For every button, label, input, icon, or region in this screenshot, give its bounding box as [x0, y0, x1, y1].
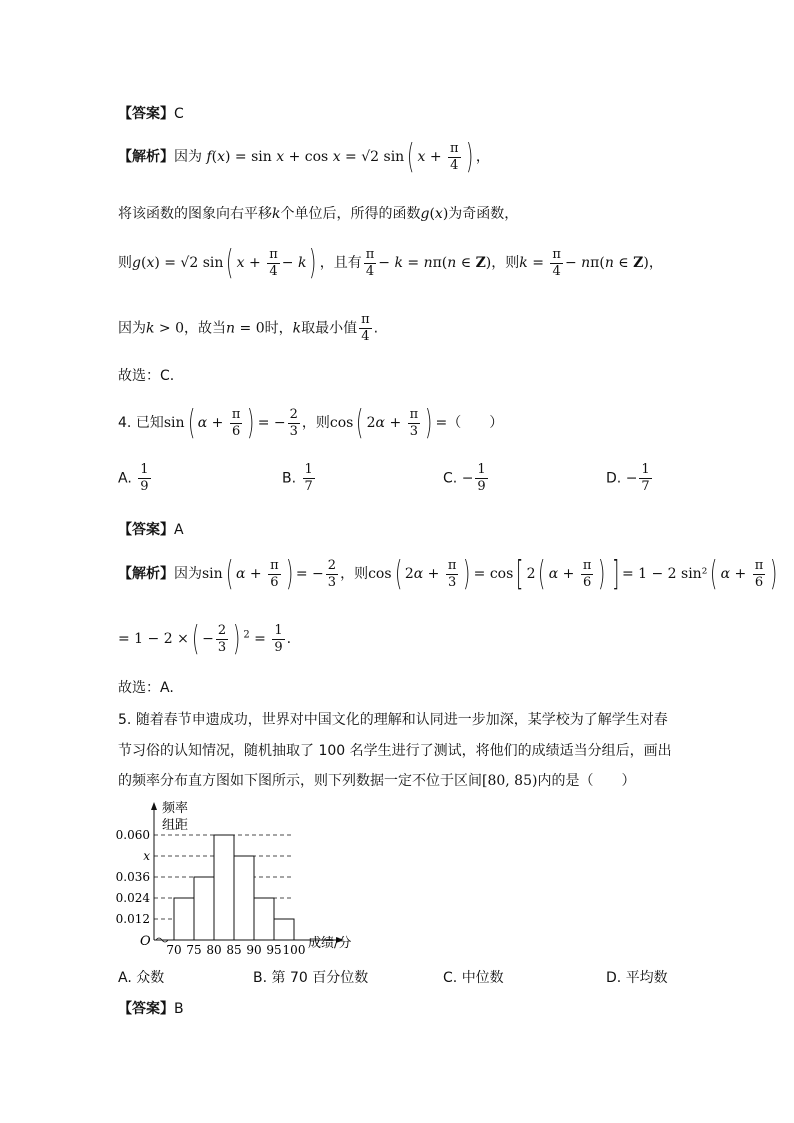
analysis-text: 则	[118, 255, 132, 271]
histogram-bar	[254, 898, 274, 940]
y-label-top: 频率	[162, 801, 189, 816]
option-letter: A.	[118, 970, 132, 986]
option-a[interactable]	[118, 967, 164, 987]
answer-value: A	[174, 522, 184, 538]
option-b[interactable]	[282, 462, 317, 495]
analysis-text: 将该函数的图象向右平移	[118, 206, 272, 222]
answer-value: B	[174, 1001, 184, 1017]
answer-value: C	[174, 106, 184, 122]
x-tick-label: 75	[186, 943, 202, 955]
option-sign: −	[625, 470, 638, 487]
option-letter: C.	[443, 970, 458, 986]
answer-label: 【答案】	[118, 522, 174, 538]
y-tick-label: 0.060	[115, 828, 150, 842]
option-c[interactable]	[443, 967, 504, 987]
histogram-bar	[174, 898, 194, 940]
question-5-line3	[118, 770, 635, 790]
analysis-line: 则g(x) = √2 sin( x + $\frac{\pi}{4}$ − k) ，且有 $\frac{\pi}{4}$ − k = nπ(n ∈ Z)，则k = $\frac{\pi}{4}$ − nπ(n ∈ Z)，	[118, 243, 663, 283]
analysis-text: 为奇函数，	[448, 206, 519, 222]
answer-label: 【答案】	[118, 1001, 174, 1017]
analysis-line: = 1 − 2 ×( − $\frac{2}{3}$ ) $^2$ = $\frac{1}{9}$ .	[118, 619, 292, 659]
histogram-bar	[274, 919, 294, 940]
analysis-text: 因为	[174, 566, 202, 582]
histogram-bar	[214, 835, 234, 940]
question-5-line2: 节习俗的认知情况，随机抽取了 100 名学生进行了测试，将他们的成绩适当分组后，画出	[118, 743, 672, 759]
question-text: =（ ）	[435, 415, 504, 431]
formula: f	[206, 149, 212, 165]
analysis-line: 【解析】因为sin( α + $\frac{\pi}{6}$ ) = − $\frac{2}{3}$ ，则cos( 2α + $\frac{\pi}{3}$ ) = cos[ 2( α + $\frac{\pi}{6}$ ) ] = 1 − 2 sin²( α + $\frac{\pi}{6}$ )	[118, 554, 778, 594]
option-num: 1	[140, 462, 149, 477]
option-text: 中位数	[461, 970, 504, 986]
x-tick-label: 95	[266, 943, 282, 955]
option-b[interactable]	[253, 967, 368, 987]
x-tick-label: 85	[226, 943, 242, 955]
question-text: ，则	[301, 415, 330, 431]
analysis-line: 将该函数的图象向右平移k个单位后，所得的函数g(x)为奇函数，	[118, 206, 519, 222]
y-tick-label: 0.012	[115, 912, 150, 926]
option-num: 1	[477, 462, 486, 477]
option-letter: C.	[443, 470, 458, 487]
analysis-line: 【解析】因为 f(x) = sin x + cos x = √2 sin( x + $\frac{\pi}{4}$ ) ，	[118, 137, 490, 177]
analysis-text: 因为	[118, 320, 146, 337]
analysis-text: ，则	[491, 255, 520, 271]
analysis-text: ，故当	[184, 320, 227, 337]
histogram-bar	[194, 877, 214, 940]
analysis-text: ，则	[340, 566, 369, 582]
frequency-histogram	[112, 800, 372, 955]
origin-label: O	[140, 934, 151, 949]
option-letter: A.	[118, 470, 132, 487]
question-text: 随着春节申遗成功，世界对中国文化的理解和认同进一步加深，某学校为了解学生对春	[135, 712, 668, 728]
analysis-text: 取最小值	[301, 320, 358, 337]
option-num: 1	[304, 462, 313, 477]
answer-line	[118, 103, 184, 123]
analysis-text: 个单位后，所得的函数	[280, 206, 421, 222]
y-tick-label: x	[143, 849, 150, 863]
answer-label: 【答案】	[118, 106, 174, 122]
option-letter: B.	[253, 970, 268, 986]
option-sign: −	[461, 470, 474, 487]
answer-line	[118, 519, 184, 539]
option-den: 9	[477, 479, 486, 494]
question-4: 4. 已知sin( α + $\frac{\pi}{6}$ ) = − $\frac{2}{3}$ ，则cos( 2α + $\frac{\pi}{3}$ ) =（ ）	[118, 403, 504, 443]
question-number: 4.	[118, 415, 132, 431]
x-tick-label: 70	[166, 943, 182, 955]
y-tick-label: 0.024	[115, 891, 150, 905]
question-text: 内的是（ ）	[537, 773, 636, 789]
analysis-text: 时，	[264, 320, 293, 337]
option-den: 9	[140, 479, 149, 494]
option-text: 众数	[136, 970, 165, 986]
option-a[interactable]	[118, 462, 153, 495]
option-letter: B.	[282, 470, 297, 487]
question-5-line1	[118, 709, 668, 729]
y-label-bottom: 组距	[162, 818, 189, 833]
question-text: 的频率分布直方图如下图所示，则下列数据一定不位于区间	[118, 773, 482, 789]
analysis-label: 【解析】	[118, 566, 174, 582]
option-c[interactable]	[443, 462, 490, 495]
option-text: 第 70 百分位数	[271, 970, 369, 986]
option-d[interactable]	[606, 462, 654, 495]
histogram-bar	[234, 856, 254, 940]
x-tick-label: 100	[282, 943, 306, 955]
option-den: 7	[641, 479, 650, 494]
option-letter: D.	[606, 970, 622, 986]
analysis-line: 因为k > 0，故当n = 0时，k取最小值 $\frac{\pi}{4}$ .	[118, 312, 379, 344]
option-num: 1	[641, 462, 650, 477]
x-tick-label: 80	[206, 943, 222, 955]
question-text: 已知	[135, 415, 164, 431]
analysis-text: ，且有	[319, 255, 362, 271]
option-text: 平均数	[625, 970, 668, 986]
answer-line	[118, 998, 184, 1018]
y-tick-label: 0.036	[115, 870, 150, 884]
option-d[interactable]	[606, 967, 668, 987]
option-letter: D.	[606, 470, 622, 487]
analysis-label: 【解析】	[118, 149, 174, 165]
interval: [80, 85)	[482, 773, 538, 789]
x-label: 成绩/分	[308, 936, 352, 951]
option-den: 7	[304, 479, 313, 494]
y-axis-arrow	[151, 802, 157, 810]
analysis-text: 因为	[174, 149, 202, 165]
x-tick-label: 90	[246, 943, 262, 955]
conclusion: 故选：A.	[118, 680, 174, 696]
question-number: 5.	[118, 712, 132, 728]
conclusion: 故选：C.	[118, 368, 175, 384]
